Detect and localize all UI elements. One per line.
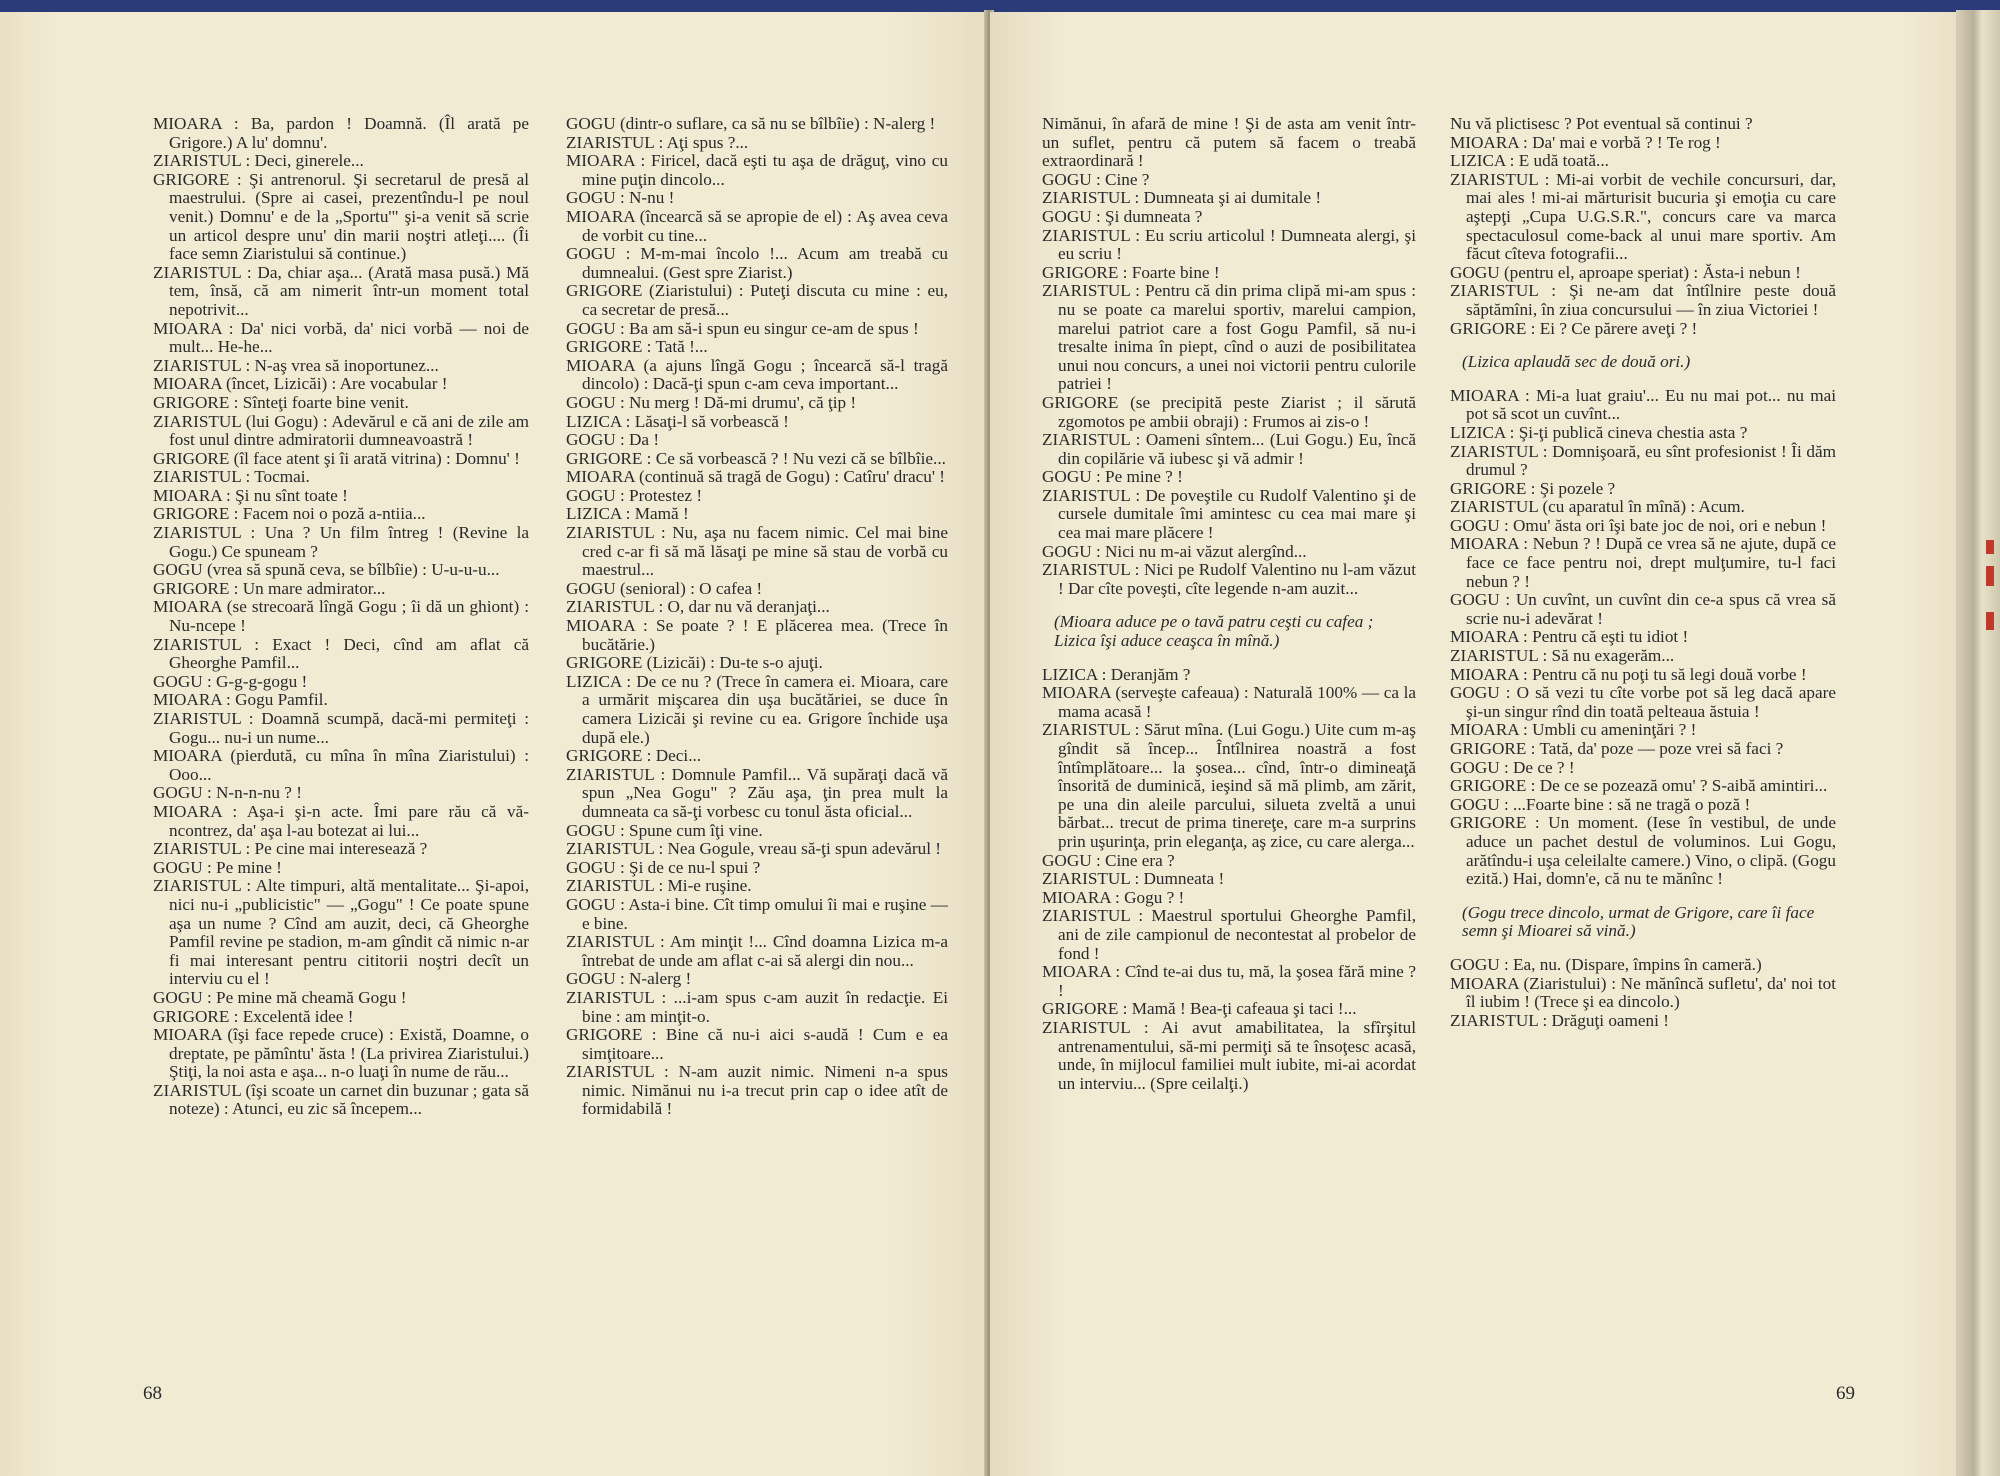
dialogue-line: ZIARISTUL : Drăguţi oameni ! [1450,1010,1669,1030]
page-right [990,12,1958,1476]
dialogue-line: ZIARISTUL : Deci, ginerele... [153,151,364,171]
dialogue-line: MIOARA : Nebun ? ! După ce vrea să ne ajute, după ce face ce face pentru noi, drept mulţumire, tu-l faci nebun ? ! [1450,534,1836,591]
dialogue-line: GOGU : ...Foarte bine : să ne tragă o poză ! [1450,794,1751,814]
dialogue-line: GOGU : N-alerg ! [566,969,692,989]
dialogue-line: GOGU : Protestez ! [566,485,703,505]
dialogue-line: GRIGORE (îl face atent şi îi arată vitrina) : Domnu' ! [153,448,520,468]
dialogue-line: MIOARA : Gogu Pamfil. [153,690,328,710]
page-number-right: 69 [1836,1383,1855,1404]
dialogue-line: ZIARISTUL : Maestrul sportului Gheorghe Pamfil, ani de zile campionul de necontestat al probelor de fond ! [1042,906,1416,963]
dialogue-line: MIOARA (se strecoară lîngă Gogu ; îi dă un ghiont) : Nu-ncepe ! [153,597,529,636]
dialogue-line: Nu vă plictisesc ? Pot eventual să continui ? [1450,114,1753,133]
dialogue-line: GRIGORE (Lizicăi) : Du-te s-o ajuţi. [566,653,823,673]
dialogue-line: GRIGORE : Mamă ! Bea-ţi cafeaua şi taci !... [1042,999,1357,1019]
dialogue-line: GRIGORE : Tată, da' poze — poze vrei să faci ? [1450,739,1784,758]
dialogue-line: MIOARA : Da' mai e vorbă ? ! Te rog ! [1450,132,1721,152]
dialogue-line: ZIARISTUL : Dumneata şi ai dumitale ! [1042,188,1322,208]
dialogue-line: GRIGORE : Excelentă idee ! [153,1006,354,1026]
dialogue-line: GOGU : Cine era ? [1042,850,1175,870]
dialogue-line: GOGU : Ba am să-i spun eu singur ce-am de spus ! [566,318,919,338]
dialogue-line: GOGU : M-m-mai încolo !... Acum am treabă cu dumnealui. (Gest spre Ziarist.) [566,244,948,282]
dialogue-line: MIOARA (îşi face repede cruce) : Există, Doamne, o dreptate, pe pămîntu' ăsta ! (La privirea Ziaristului.) Ştiţi, la noi asta e aşa... n-o luaţi în nume de rău... [153,1025,529,1082]
dialogue-line: GRIGORE : Deci... [566,746,702,766]
dialogue-line: GOGU : Nici nu m-ai văzut alergînd... [1042,541,1307,561]
dialogue-line: MIOARA : Şi nu sînt toate ! [153,485,348,505]
dialogue-line: GRIGORE (se precipită peste Ziarist ; il sărută zgomotos pe ambii obraji) : Frumos ai zis-o ! [1042,392,1416,431]
dialogue-line: ZIARISTUL : N-aş vrea să inoportunez... [153,355,439,375]
dialogue-line: MIOARA : Se poate ? ! E plăcerea mea. (Trece în bucătărie.) [566,616,948,654]
dialogue-line: GRIGORE : Foarte bine ! [1042,262,1220,282]
dialogue-line: GRIGORE : De ce se pozează omu' ? S-aibă amintiri... [1450,776,1828,796]
dialogue-line: GOGU (senioral) : O cafea ! [566,578,763,598]
dialogue-line: GOGU : Şi de ce nu-l spui ? [566,857,761,877]
dialogue-line: ZIARISTUL : Nici pe Rudolf Valentino nu l-am văzut ! Dar cîte poveşti, cîte legende n-am auzit... [1042,560,1416,598]
dialogue-line: MIOARA (a ajuns lîngă Gogu ; încearcă să-l tragă dincolo) : Dacă-ţi spun c-am ceva important... [566,355,948,394]
dialogue-line: GOGU : O să vezi tu cîte vorbe pot să leg dacă apare şi-un singur rînd din toată pelteaua ăstuia ! [1450,683,1836,721]
dialogue-line: ZIARISTUL : Ai avut amabilitatea, la sfîrşitul antrenamentului, să-mi permiţi să te însoţesc acasă, unde, în mijlocul familiei mult iubite, mi-ai acordat un interviu... (Spre ceilalţi.) [1042,1017,1416,1093]
dialogue-line: GRIGORE : Facem noi o poză a-ntiia... [153,504,426,524]
dialogue-line: GOGU : Pe mine ! [153,857,282,877]
dialogue-line: LIZICA : Lăsaţi-l să vorbească ! [566,411,789,431]
dialogue-line: MIOARA : Cînd te-ai dus tu, mă, la şosea fără mine ? ! [1042,962,1416,1000]
dialogue-line: ZIARISTUL (cu aparatul în mînă) : Acum. [1450,497,1745,517]
dialogue-line: GOGU : N-n-n-nu ? ! [153,783,302,803]
dialogue-line: GOGU : Spune cum îţi vine. [566,820,763,840]
dialogue-line: GOGU : Nu merg ! Dă-mi drumu', că ţip ! [566,392,857,412]
stage-direction: (Lizica aplaudă sec de două ori.) [1462,352,1691,372]
dialogue-line: GRIGORE (Ziaristului) : Puteţi discuta cu mine : eu, ca secretar de presă... [566,281,948,319]
dialogue-line: GRIGORE : Sînteţi foarte bine venit. [153,392,409,412]
dialogue-line: ZIARISTUL : Pe cine mai interesează ? [153,839,428,859]
dialogue-line: ZIARISTUL : Şi ne-am dat întîlnire peste două săptămîni, în ziua concursului — în ziua Victoriei ! [1450,281,1836,319]
dialogue-line: GOGU (vrea să spună ceva, se bîlbîie) : U-u-u-u... [153,560,500,580]
dialogue-line: ZIARISTUL : Mi-e ruşine. [566,876,752,896]
dialogue-line: ZIARISTUL : N-am auzit nimic. Nimeni n-a spus nimic. Nimănui nu i-a trecut prin cap o idee atît de formidabilă ! [566,1062,948,1119]
dialogue-line: MIOARA (pierdută, cu mîna în mîna Ziaristului) : Ooo... [153,746,529,784]
book-page-edges [1956,10,2000,1476]
dialogue-line: ZIARISTUL : Oameni sîntem... (Lui Gogu.) Eu, încă din copilărie vă iubesc şi vă admir ! [1042,430,1416,468]
dialogue-line: ZIARISTUL : ...i-am spus c-am auzit în redacţie. Ei bine : am minţit-o. [566,987,948,1026]
dialogue-line: ZIARISTUL : Aţi spus ?... [566,132,749,152]
dialogue-line: LIZICA : Şi-ţi publică cineva chestia asta ? [1450,422,1748,442]
dialogue-line: MIOARA (serveşte cafeaua) : Naturală 100% — ca la mama acasă ! [1042,683,1416,721]
dialogue-line: LIZICA : Mamă ! [566,504,689,524]
dialogue-line: ZIARISTUL : Domnule Pamfil... Vă supăraţi dacă vă spun „Nea Gogu" ? Zău aşa, ţin prea mult la dumneata ca să-ţi vorbesc cu tonul ăsta oficial... [566,764,948,821]
dialogue-line: GRIGORE : Ce să vorbească ? ! Nu vezi că se bîlbîie... [566,448,946,468]
dialogue-line: MIOARA : Ba, pardon ! Doamnă. (Îl arată pe Grigore.) A lu' domnu'. [153,114,529,152]
dialogue-line: ZIARISTUL : Mi-ai vorbit de vechile concursuri, dar, mai ales ! mi-ai mărturisit bucuria şi emoţia cu care aştepţi „Cupa U.G.S.R.", concurs care va marca spectaculosul come-back al unui mare sportiv. Am făcut cîteva fotografii... [1450,169,1836,264]
dialogue-line: MIOARA : Da' nici vorbă, da' nici vorbă — noi de mult... He-he... [153,318,529,357]
dialogue-line: ZIARISTUL : Sărut mîna. (Lui Gogu.) Uite cum m-aş gîndit să încep... Întîlnirea noastră a fost întîmplătoare... la şosea... cînd, într-o dimineaţă însorită de duminică, ieşind să mă plimb, am zărit, pe una din aleile parcului, silueta zveltă a unui bărbat... trecut de prima tinereţe, care m-a surprins prin uşurinţa, prin eleganţa, aş zice, cu care alerga... [1042,720,1416,851]
text-column-4 [1450,115,1836,1030]
dialogue-line: GOGU : Şi dumneata ? [1042,206,1203,226]
stage-direction: (Mioara aduce pe o tavă patru ceşti cu cafea ; Lizica îşi aduce ceaşca în mînă.) [1054,612,1374,651]
dialogue-line: ZIARISTUL : Doamnă scumpă, dacă-mi permiteţi : Gogu... nu-i un nume... [153,709,529,747]
dialogue-line: LIZICA : E udă toată... [1450,151,1609,171]
dialogue-line: GOGU : N-nu ! [566,188,675,208]
dialogue-line: ZIARISTUL : Da, chiar aşa... (Arată masa pusă.) Mă tem, însă, că am nimerit într-un moment total nepotrivit... [153,262,529,319]
dialogue-line: GOGU : G-g-g-gogu ! [153,671,308,691]
dialogue-line: ZIARISTUL (lui Gogu) : Adevărul e că ani de zile am fost unul dintre admiratorii dumneavoastră ! [153,411,529,450]
text-column-1 [153,115,529,1119]
dialogue-line: MIOARA : Firicel, dacă eşti tu aşa de drăguţ, vino cu mine puţin dincolo... [566,151,948,189]
dialogue-line: GOGU : Pe mine ? ! [1042,467,1183,487]
page-number-left: 68 [143,1383,162,1404]
page-left [0,12,987,1476]
dialogue-line: GOGU : Omu' ăsta ori îşi bate joc de noi, ori e nebun ! [1450,515,1827,535]
dialogue-line: GRIGORE : Un mare admirator... [153,578,386,598]
dialogue-line: ZIARISTUL : O, dar nu vă deranjaţi... [566,597,830,617]
bookmark-ribbon [1986,540,1994,554]
dialogue-line: GRIGORE : Un moment. (Iese în vestibul, de unde aduce un pachet destul de voluminos. Lui Gogu, arătîndu-i uşa celeilalte camere.) Vino, o clipă. (Gogu ezită.) Hai, domn'e, că nu te mănînc ! [1450,813,1836,889]
dialogue-line: MIOARA : Aşa-i şi-n acte. Îmi pare rău că vă-ncontrez, da' aşa l-au botezat ai lui... [153,801,529,840]
dialogue-line: GOGU (pentru el, aproape speriat) : Ăsta-i nebun ! [1450,262,1801,282]
dialogue-line: GOGU (dintr-o suflare, ca să nu se bîlbîie) : N-alerg ! [566,114,936,133]
dialogue-line: GRIGORE : Bine că nu-i aici s-audă ! Cum e ea simţitoare... [566,1025,948,1063]
dialogue-line: MIOARA : Mi-a luat graiu'... Eu nu mai pot... nu mai pot să scot un cuvînt... [1450,385,1836,424]
dialogue-line: GRIGORE : Ei ? Ce părere aveţi ? ! [1450,318,1698,338]
dialogue-line: MIOARA : Umbli cu ameninţări ? ! [1450,720,1697,740]
dialogue-line: GOGU : De ce ? ! [1450,757,1575,777]
dialogue-line: MIOARA : Pentru că nu poţi tu să legi două vorbe ! [1450,664,1807,684]
dialogue-line: LIZICA : Deranjăm ? [1042,664,1191,684]
bookmark-ribbon [1986,612,1994,630]
dialogue-line: MIOARA : Gogu ? ! [1042,887,1185,907]
dialogue-line: Nimănui, în afară de mine ! Şi de asta am venit într-un suflet, pentru că putem să facem o treabă extraordinară ! [1042,114,1416,171]
text-column-2 [566,115,948,1119]
dialogue-line: MIOARA : Pentru că eşti tu idiot ! [1450,627,1689,647]
stage-direction: (Gogu trece dincolo, urmat de Grigore, care îi face semn şi Mioarei să vină.) [1462,902,1815,941]
dialogue-line: ZIARISTUL : Am minţit !... Cînd doamna Lizica m-a întrebat de unde am aflat c-ai să alergi din nou... [566,932,948,970]
dialogue-line: GRIGORE : Tată !... [566,337,708,357]
dialogue-line: LIZICA : De ce nu ? (Trece în camera ei. Mioara, care a urmărit mişcarea din uşa bucătăriei, se duce în camera Lizicăi şi revine cu ea. Grigore închide uşa după ele.) [566,671,948,747]
dialogue-line: MIOARA (încet, Lizicăi) : Are vocabular ! [153,374,448,394]
dialogue-line: GOGU : Ea, nu. (Dispare, împins în cameră.) [1450,954,1762,974]
dialogue-line: GOGU : Un cuvînt, un cuvînt din ce-a spus că vrea să scrie nu-i adevărat ! [1450,590,1836,628]
text-column-3 [1042,115,1416,1093]
dialogue-line: GRIGORE : Şi pozele ? [1450,478,1616,498]
dialogue-line: ZIARISTUL : Dumneata ! [1042,869,1225,889]
dialogue-line: GRIGORE : Şi antrenorul. Şi secretarul de presă al maestrului. (Spre ai casei, prezentîndu-l pe noul venit.) Domnu' e de la „Sportu'" şi-a venit să scrie un articol despre unu' din marii noştri atleţi.... (Îi face semn Ziaristului să continue.) [153,169,529,264]
dialogue-line: ZIARISTUL : Domnişoară, eu sînt profesionist ! Îi dăm drumul ? [1450,441,1836,480]
dialogue-line: MIOARA (continuă să tragă de Gogu) : Catîru' dracu' ! [566,467,945,487]
dialogue-line: GOGU : Asta-i bine. Cît timp omului îi mai e ruşine — e bine. [566,894,948,933]
dialogue-line: GOGU : Pe mine mă cheamă Gogu ! [153,987,407,1007]
dialogue-line: ZIARISTUL : Pentru că din prima clipă mi-am spus : nu se poate ca marelui sportiv, marelui campion, marelui patriot care a fost Gogu Pamfil, să nu-i tresalte inima în piept, cînd o auzi de posibilitatea unui nou concurs, a unei noi victorii pentru culorile patriei ! [1042,281,1416,394]
dialogue-line: ZIARISTUL : Nea Gogule, vreau să-ţi spun adevărul ! [566,839,941,859]
dialogue-line: MIOARA (Ziaristului) : Ne mănîncă sufletu', da' noi tot îl iubim ! (Trece şi ea dincolo.) [1450,973,1836,1012]
dialogue-line: GOGU : Da ! [566,430,660,450]
dialogue-line: ZIARISTUL : De poveştile cu Rudolf Valentino şi de cursele dumitale îmi amintesc cu cea mai mare şi cea mai mare plăcere ! [1042,485,1416,543]
dialogue-line: ZIARISTUL : Exact ! Deci, cînd am aflat că Gheorghe Pamfil... [153,634,529,673]
dialogue-line: ZIARISTUL : Nu, aşa nu facem nimic. Cel mai bine cred c-ar fi să mă lăsaţi pe mine să stau de vorbă cu maestrul... [566,523,948,580]
dialogue-line: ZIARISTUL : Una ? Un film întreg ! (Revine la Gogu.) Ce spuneam ? [153,523,529,561]
dialogue-line: ZIARISTUL : Tocmai. [153,467,310,487]
bookmark-ribbon [1986,566,1994,586]
dialogue-line: ZIARISTUL : Eu scriu articolul ! Dumneata alergi, şi eu scriu ! [1042,225,1416,264]
dialogue-line: ZIARISTUL (îşi scoate un carnet din buzunar ; gata să noteze) : Atunci, eu zic să începem... [153,1080,529,1119]
dialogue-line: ZIARISTUL : Să nu exagerăm... [1450,646,1675,666]
dialogue-line: ZIARISTUL : Alte timpuri, altă mentalitate... Şi-apoi, nici nu-i „publicistic" — „Gogu" ! Ce poate spune aşa un nume ? Cînd am auzit, deci, că Gheorghe Pamfil revine pe stadion, m-am gîndit că nimic n-ar fi mai interesant pentru cititorii noştri decît un interviu cu el ! [153,876,529,989]
dialogue-line: GOGU : Cine ? [1042,169,1150,189]
dialogue-line: MIOARA (încearcă să se apropie de el) : Aş avea ceva de vorbit cu tine... [566,206,948,245]
